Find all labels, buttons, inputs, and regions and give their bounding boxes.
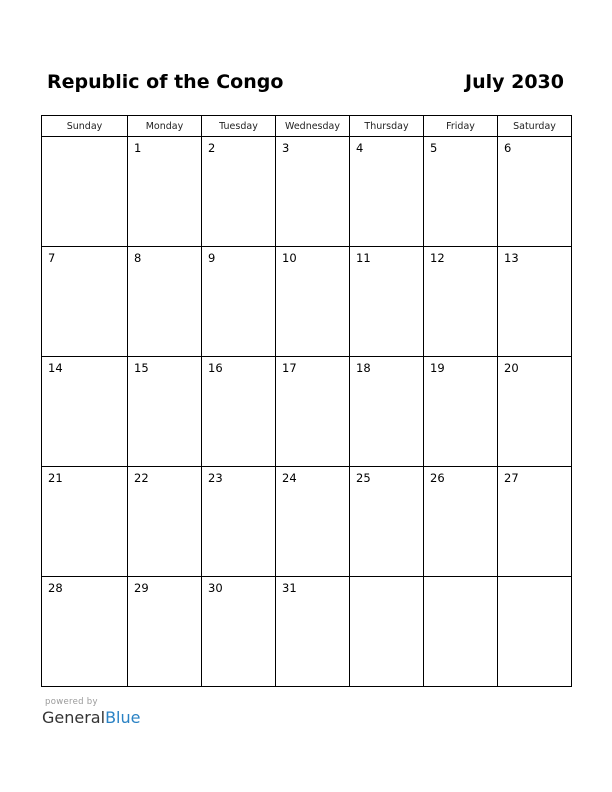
day-number [42, 137, 127, 141]
day-number: 9 [208, 251, 216, 265]
day-number [498, 577, 571, 581]
day-cell [498, 247, 572, 357]
day-number: 26 [430, 471, 445, 485]
day-cell [42, 357, 128, 467]
calendar-country-title: Republic of the Congo [47, 71, 284, 93]
day-number: 3 [282, 141, 290, 155]
brand-general: General [42, 708, 106, 727]
day-cell [424, 357, 498, 467]
day-cell [276, 577, 350, 687]
day-cell [350, 357, 424, 467]
day-cell [202, 137, 276, 247]
day-number: 1 [134, 141, 142, 155]
week-row [42, 577, 572, 687]
day-cell [128, 357, 202, 467]
weekday-tuesday: Tuesday [202, 116, 276, 137]
weekday-saturday: Saturday [498, 116, 572, 137]
powered-by-text: powered by [45, 697, 98, 707]
day-number [424, 577, 497, 581]
day-number: 30 [208, 581, 223, 595]
day-cell [42, 137, 128, 247]
day-cell [350, 467, 424, 577]
day-number: 10 [282, 251, 297, 265]
weekday-friday: Friday [424, 116, 498, 137]
weekday-monday: Monday [128, 116, 202, 137]
day-cell [202, 357, 276, 467]
day-number: 8 [134, 251, 142, 265]
week-row [42, 137, 572, 247]
day-number: 16 [208, 361, 223, 375]
weekday-header-row [42, 116, 572, 137]
day-cell [424, 467, 498, 577]
day-number: 21 [48, 471, 63, 485]
day-cell [350, 577, 424, 687]
day-number: 25 [356, 471, 371, 485]
day-number: 24 [282, 471, 297, 485]
day-number: 5 [430, 141, 438, 155]
day-number: 14 [48, 361, 63, 375]
day-number: 27 [504, 471, 519, 485]
day-cell [42, 467, 128, 577]
day-cell [42, 577, 128, 687]
day-cell [350, 137, 424, 247]
day-cell [498, 577, 572, 687]
day-number: 2 [208, 141, 216, 155]
day-number: 17 [282, 361, 297, 375]
day-number: 31 [282, 581, 297, 595]
weekday-sunday: Sunday [42, 116, 128, 137]
day-cell [424, 137, 498, 247]
day-cell [276, 357, 350, 467]
week-row [42, 357, 572, 467]
day-number [350, 577, 423, 581]
day-number: 19 [430, 361, 445, 375]
day-cell [424, 247, 498, 357]
day-cell [350, 247, 424, 357]
day-number: 22 [134, 471, 149, 485]
day-cell [498, 467, 572, 577]
day-cell [276, 137, 350, 247]
calendar-month-title: July 2030 [465, 71, 564, 93]
day-number: 23 [208, 471, 223, 485]
calendar-grid [41, 115, 572, 687]
day-cell [128, 577, 202, 687]
day-cell [276, 247, 350, 357]
day-number: 29 [134, 581, 149, 595]
day-cell [276, 467, 350, 577]
day-cell [498, 357, 572, 467]
day-number: 11 [356, 251, 371, 265]
day-number: 20 [504, 361, 519, 375]
day-number: 13 [504, 251, 519, 265]
weekday-thursday: Thursday [350, 116, 424, 137]
day-cell [128, 247, 202, 357]
day-cell [498, 137, 572, 247]
day-number: 6 [504, 141, 512, 155]
weekday-wednesday: Wednesday [276, 116, 350, 137]
day-cell [424, 577, 498, 687]
brand-blue: Blue [105, 708, 141, 727]
week-row [42, 467, 572, 577]
day-number: 7 [48, 251, 56, 265]
day-number: 18 [356, 361, 371, 375]
day-number: 4 [356, 141, 364, 155]
day-cell [202, 467, 276, 577]
day-number: 12 [430, 251, 445, 265]
day-number: 15 [134, 361, 149, 375]
day-number: 28 [48, 581, 63, 595]
generalblue-logo[interactable] [42, 708, 140, 727]
day-cell [202, 577, 276, 687]
week-row [42, 247, 572, 357]
day-cell [42, 247, 128, 357]
day-cell [128, 467, 202, 577]
day-cell [128, 137, 202, 247]
day-cell [202, 247, 276, 357]
